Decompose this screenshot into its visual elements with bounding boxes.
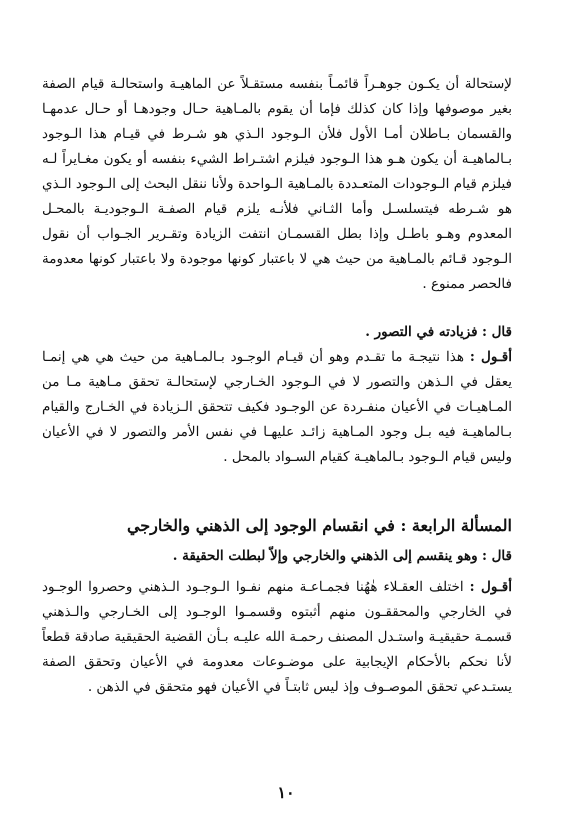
- qala-line: [42, 320, 512, 345]
- aqul-label: أقـول :: [469, 349, 512, 365]
- section-heading: المسألة الرابعة : في انقسام الوجود إلى الذهني والخارجي: [126, 516, 512, 535]
- aqul-text: هذا نتيجـة ما تقـدم وهو أن قيـام الوجـود بـالمـاهية من حيث هي هي إنمـا يعقل في الـذهن والتصور لا في الـوجود الخـارجي لإستحالـة تحقق مـاهية مـا من المـاهيـات في الأعيان منفـردة عن الوجـود فكيف تتحقق الـزيادة في الخـارج والقيام بـالماهيـة فيه بـل وجود المـاهية زائـد عليهـا في نفس الأمر والتصور لا في الأعيان وليس قيام الـوجود بـالماهيـة كقيام السـواد بالمحل .: [42, 349, 512, 465]
- qala-text: فزيادته في التصور .: [365, 324, 478, 340]
- qala-statement-2: [42, 544, 512, 569]
- paragraph-continuation: [42, 72, 512, 297]
- aqul-commentary-2: [42, 575, 512, 700]
- qala-line: [42, 544, 512, 569]
- aqul-paragraph: [42, 345, 512, 470]
- aqul-paragraph: [42, 575, 512, 700]
- aqul-label: أقـول :: [469, 579, 512, 595]
- aqul-commentary-1: [42, 345, 512, 470]
- qala-label: قال :: [481, 548, 512, 564]
- qala-text: وهو ينقسم إلى الذهني والخارجي وإلاّ لبطلت الحقيقة .: [172, 548, 478, 564]
- page-number: ١٠: [277, 783, 295, 802]
- qala-statement-1: [42, 320, 512, 345]
- aqul-text: اختلف العقـلاء هٰهُنا فجمـاعـة منهم نفـوا الـوجـود الـذهني وحصروا الوجـود في الخارجي والمحققـون منهم أثبتوه وقسمـوا الوجـود إلى الخـارجي والـذهني قسمـة حقيقيـة واستـدل المصنف رحمـة الله عليـه بـأن القضية الحقيقية صادقة قطعاً لأنا نحكم بالأحكام الإيجابية على موضـوعات معدومة في الأعيان وتحقق الصفة يستـدعي تحقق الموصـوف وإذ ليس ثابتـاً في الأعيان فهو متحقق في الذهن .: [42, 579, 512, 695]
- qala-label: قال :: [481, 324, 512, 340]
- paragraph-text: لإستحالة أن يكـون جوهـراً قائمـاً بنفسه مستقـلاً عن الماهيـة واستحالـة قيام الصفة بغير موصوفها وإذا كان كذلك فإما أن يقوم بالمـاهية حـال وجودهـا أو حـال عدمهـا والقسمان بـاطلان أمـا الأول فلأن الـوجود الـذي هو شـرط في قيـام هذا الـوجود بـالماهيـة أن يكون هـو هذا الـوجود فيلزم اشتـراط الشيء بنفسه أو يكون مغـايراً لـه فيلزم قيام الـوجودات المتعـددة بالمـاهية الـواحدة ولأنا ننقل البحث إلى الـوجود الـذي هو شـرطه فيتسلسـل وأما الثـاني فلأنـه يلزم قيام الصفـة الـوجوديـة بالمحـل المعدوم وهـو باطـل وإذا بطل القسمـان انتفت الزيادة وتقـرير الجـواب أن نقول الـوجود قـائم بالمـاهية من حيث هي لا باعتبار كونها موجودة ولا باعتبار كونها معدومة فالحصر ممنوع .: [42, 76, 512, 292]
